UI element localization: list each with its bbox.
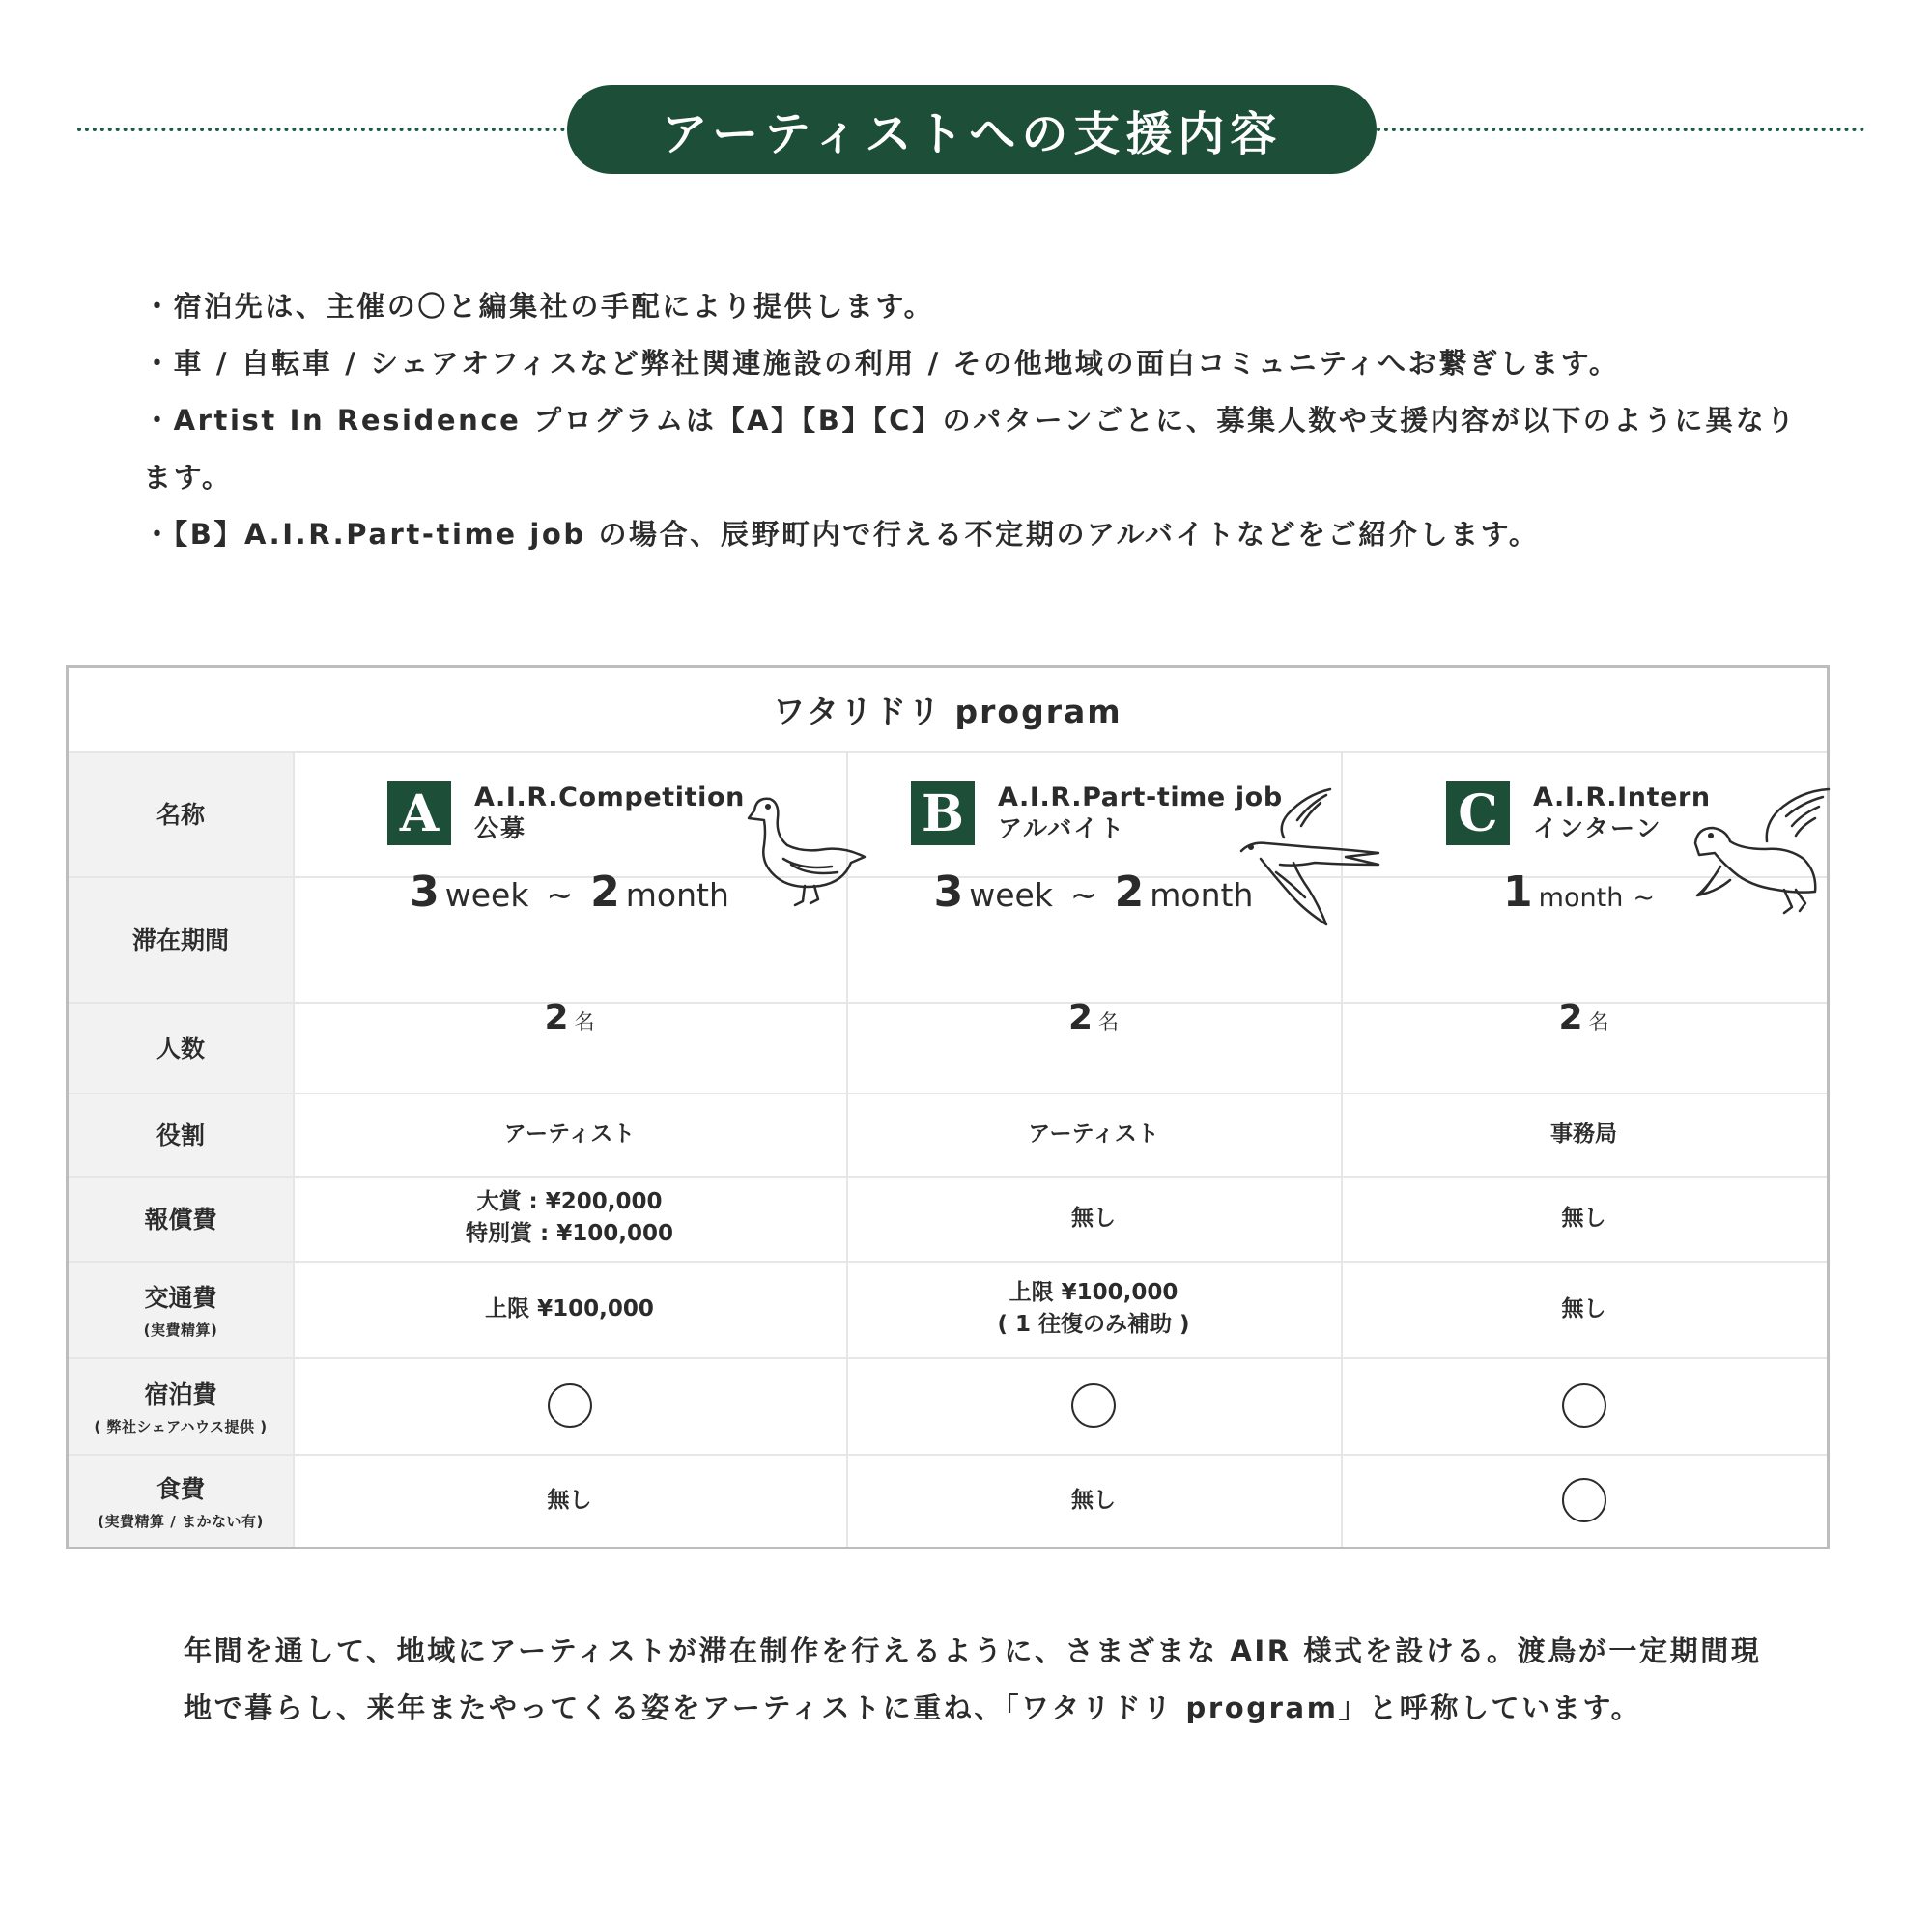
program-a-name bbox=[387, 781, 745, 845]
program-table bbox=[66, 665, 1830, 1549]
program-c-name-jp: インターン bbox=[1533, 814, 1662, 842]
program-c-name bbox=[1446, 781, 1711, 845]
row-label-count: 人数 bbox=[156, 1035, 205, 1063]
row-label-transport: 交通費 (実費精算) bbox=[143, 1283, 218, 1339]
row-label-duration: 滞在期間 bbox=[131, 926, 229, 954]
program-description bbox=[184, 1623, 1787, 1737]
program-c-badge: C bbox=[1446, 781, 1510, 845]
row-label-name: 名称 bbox=[156, 801, 205, 829]
program-a-duration: 3 week ~ 2 month bbox=[410, 867, 729, 917]
program-c-name-en: A.I.R.Intern bbox=[1533, 782, 1711, 812]
program-b-name bbox=[911, 781, 1283, 845]
program-a-reward: 大賞 : ¥200,000 特別賞 : ¥100,000 bbox=[466, 1189, 673, 1246]
row-label-lodging: 宿泊費 ( 弊社シェアハウス提供 ) bbox=[94, 1379, 268, 1435]
program-c-meal bbox=[1341, 1454, 1827, 1547]
table-title: ワタリドリ program bbox=[773, 692, 1122, 730]
program-b-lodging bbox=[846, 1357, 1341, 1454]
program-b-reward: 無し bbox=[1071, 1205, 1116, 1231]
bullet-item: ・車 / 自転車 / シェアオフィスなど弊社関連施設の利用 / その他地域の面白コミュニティへお繋ぎします。 bbox=[143, 347, 1620, 380]
program-a-badge: A bbox=[387, 781, 451, 845]
program-a-lodging bbox=[293, 1357, 846, 1454]
program-a-meal: 無し bbox=[547, 1487, 592, 1513]
program-c-lodging bbox=[1341, 1357, 1827, 1454]
program-a-name-jp: 公募 bbox=[474, 814, 527, 842]
circle-mark-icon bbox=[1562, 1478, 1606, 1522]
program-a-count: 2 名 bbox=[544, 998, 595, 1037]
circle-mark-icon bbox=[1071, 1383, 1116, 1428]
program-a-transport: 上限 ¥100,000 bbox=[485, 1295, 654, 1321]
circle-mark-icon bbox=[1562, 1383, 1606, 1428]
program-b-badge: B bbox=[911, 781, 975, 845]
program-c-transport: 無し bbox=[1561, 1295, 1606, 1321]
program-c-reward: 無し bbox=[1561, 1205, 1606, 1231]
support-bullet-list bbox=[143, 278, 1804, 563]
program-b-meal: 無し bbox=[1071, 1487, 1116, 1513]
program-a-name-en: A.I.R.Competition bbox=[474, 782, 745, 812]
program-b-count: 2 名 bbox=[1067, 998, 1120, 1037]
section-title: アーティストへの支援内容 bbox=[567, 85, 1377, 174]
program-c-duration: 1 month ~ bbox=[1503, 867, 1655, 917]
program-b-role: アーティスト bbox=[1028, 1121, 1159, 1147]
program-b-name-en: A.I.R.Part-time job bbox=[998, 782, 1283, 812]
program-c-count: 2 名 bbox=[1558, 998, 1609, 1037]
program-b-name-jp: アルバイト bbox=[998, 814, 1126, 842]
description-text: 年間を通して、地域にアーティストが滞在制作を行えるように、さまざまな AIR 様式を設ける。渡鳥が一定期間現地で暮らし、来年またやってくる姿をアーティストに重ね、「ワタリドリ program」と呼称しています。 bbox=[184, 1634, 1762, 1724]
bullet-item: ・宿泊先は、主催の〇と編集社の手配により提供します。 bbox=[143, 290, 935, 323]
bullet-item: ・Artist In Residence プログラムは【A】【B】【C】のパターンごとに、募集人数や支援内容が以下のように異なります。 bbox=[143, 404, 1797, 494]
row-divider bbox=[69, 751, 1827, 753]
row-label-meal: 食費 (実費精算 / まかない有) bbox=[98, 1474, 264, 1530]
header-dotted-line-left bbox=[77, 128, 565, 131]
program-b-transport: 上限 ¥100,000 ( 1 往復のみ補助 ) bbox=[997, 1280, 1190, 1337]
header-dotted-line-right bbox=[1377, 128, 1864, 131]
bullet-item: ・【B】A.I.R.Part-time job の場合、辰野町内で行える不定期のアルバイトなどをご紹介します。 bbox=[143, 518, 1540, 551]
row-label-role: 役割 bbox=[156, 1122, 205, 1150]
program-b-duration: 3 week ~ 2 month bbox=[933, 867, 1254, 917]
program-a-role: アーティスト bbox=[503, 1121, 636, 1147]
row-label-reward: 報償費 bbox=[144, 1206, 217, 1234]
program-c-role: 事務局 bbox=[1550, 1121, 1617, 1147]
circle-mark-icon bbox=[548, 1383, 592, 1428]
